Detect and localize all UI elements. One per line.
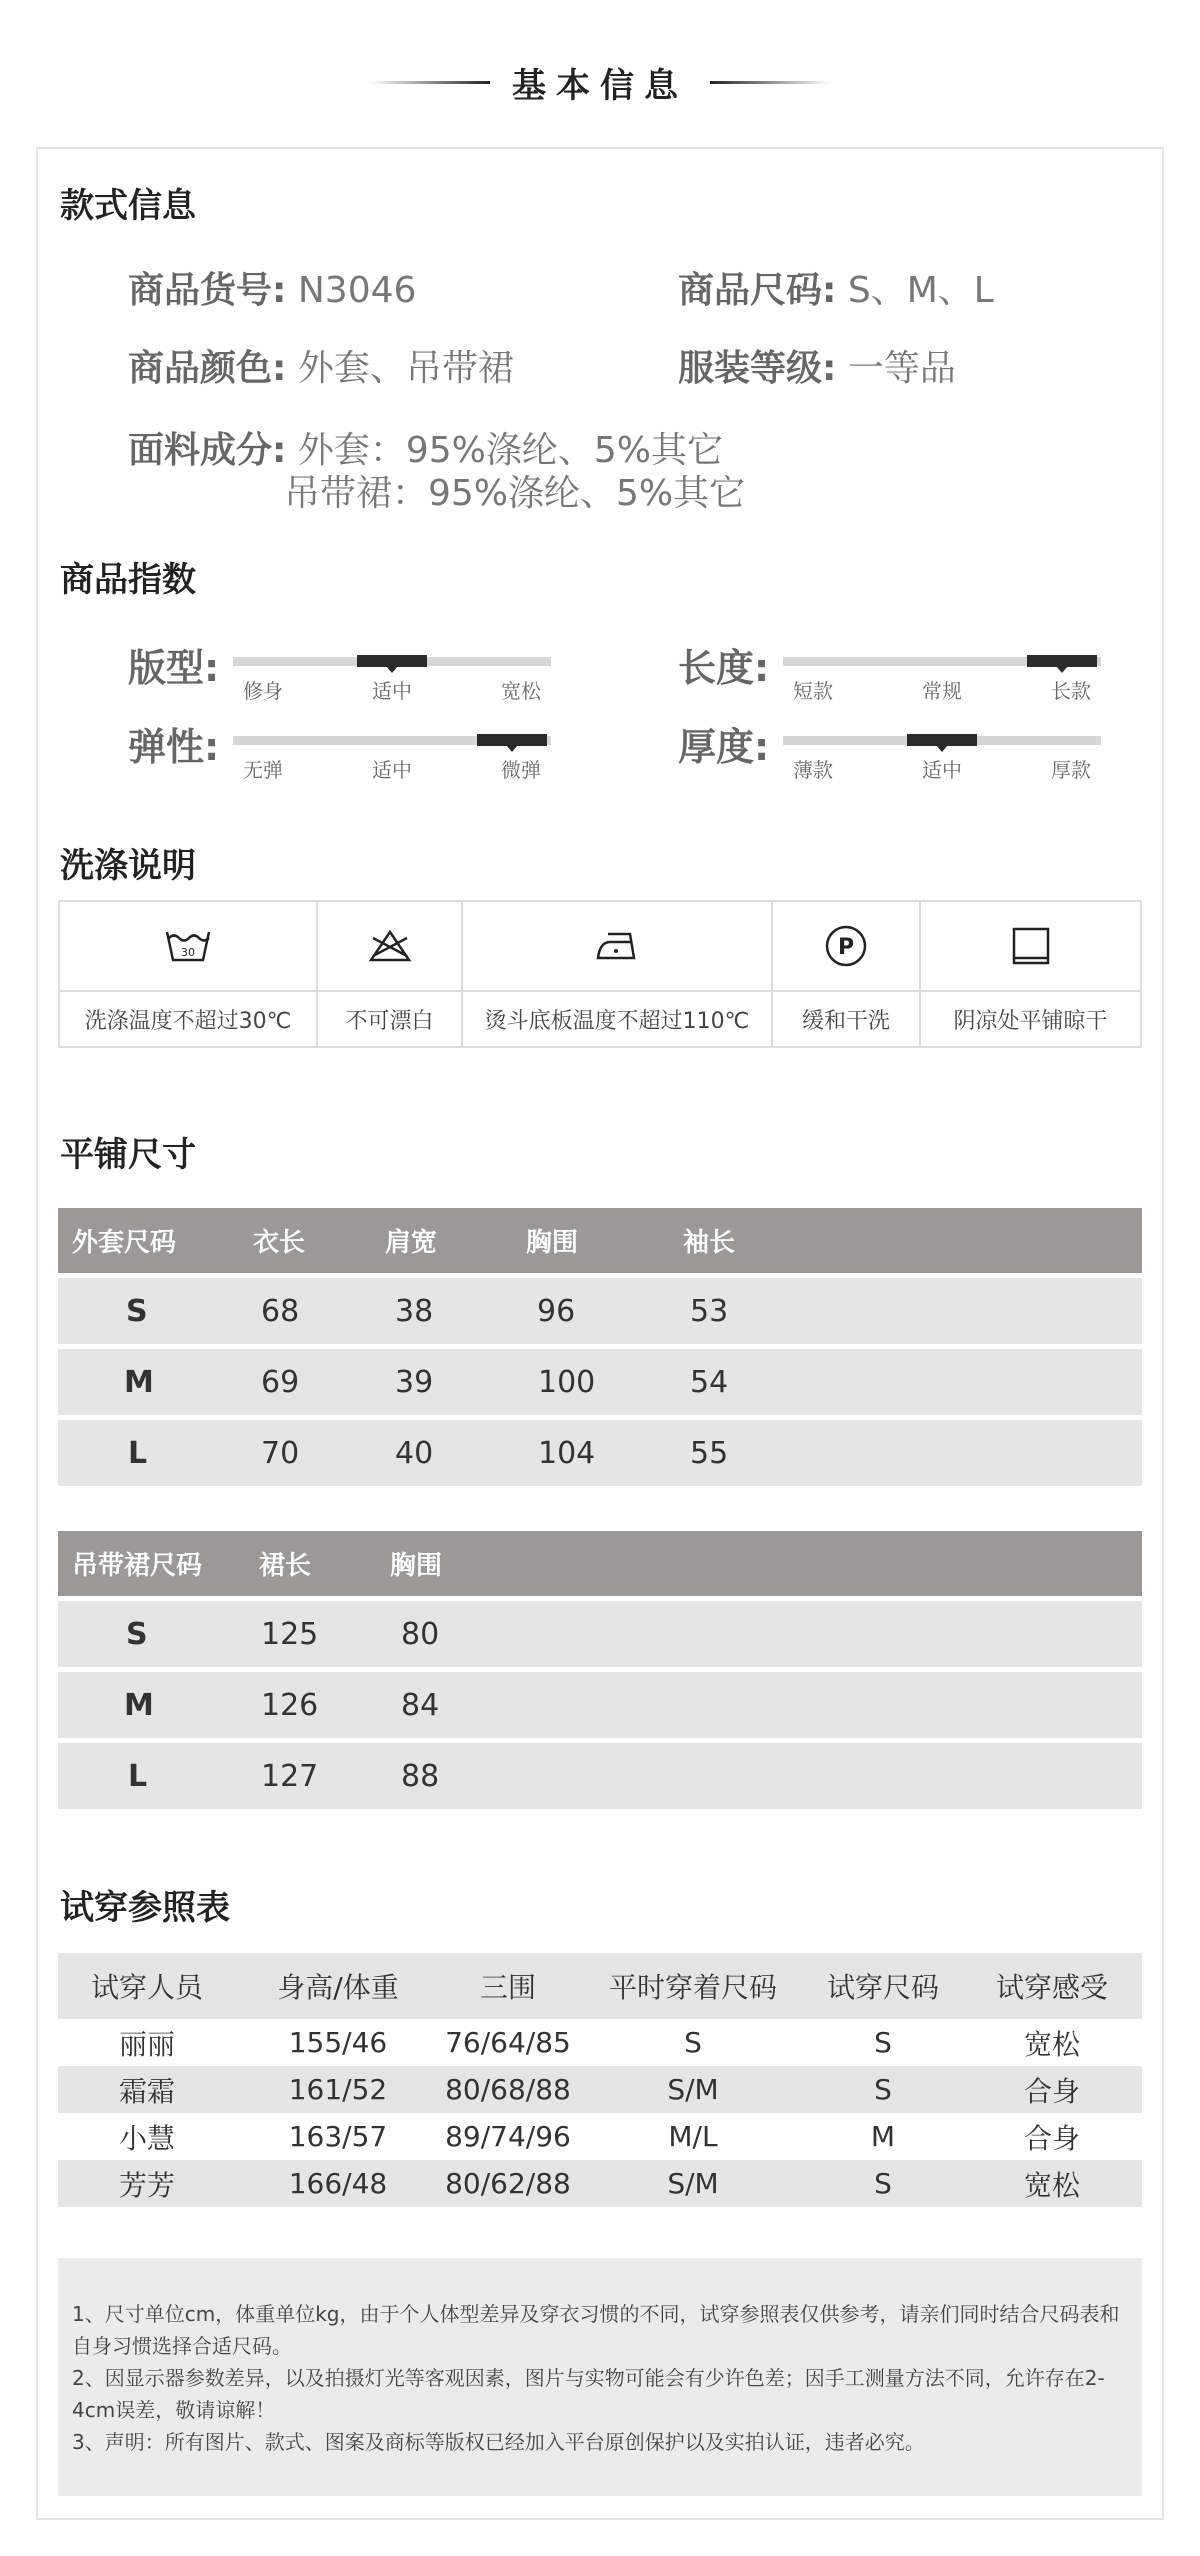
value-cell: 38 [395,1293,434,1329]
cell: 80/62/88 [445,2167,571,2200]
metric-length-marker [1027,655,1097,667]
cell: 小慧 [118,2121,175,2155]
metric-thickness-marker [907,734,977,746]
size-cell: L [128,1758,148,1794]
metric-length [678,637,1198,707]
metric-fit-track [233,657,551,666]
metric-thickness-label: 厚度: [678,725,770,769]
header-cell: 三围 [479,1971,536,2004]
metric-tick: 常规 [922,679,962,703]
svg-text:P: P [837,935,855,960]
cell: 155/46 [288,2026,388,2059]
size-cell: M [124,1364,154,1400]
cell: 161/52 [288,2073,388,2106]
value-cell: 84 [401,1687,440,1723]
value-cell: 53 [690,1293,729,1329]
wash-section-title: 洗涤说明 [60,846,196,886]
title-line-left [370,81,490,84]
page-title [0,52,1200,112]
item-grade [678,340,956,391]
table-row [58,2019,1142,2066]
wash-item [921,902,1140,1046]
wash-item-text: 阴凉处平铺晾干 [953,1008,1108,1034]
metric-fit-label: 版型: [128,646,220,690]
wash-item [773,902,921,1046]
wash-item-text: 不可漂白 [345,1008,434,1034]
metric-tick: 宽松 [501,679,541,703]
flat-dry-shade-icon [921,902,1140,992]
metric-tick: 无弹 [243,758,283,782]
table-row [58,1349,1142,1415]
cell: S/M [667,2073,719,2106]
metric-tick: 长款 [1051,679,1091,703]
metric-fit-marker [357,655,427,667]
try-section-title: 试穿参照表 [60,1888,230,1928]
size-cell: S [126,1293,148,1329]
value-cell: 54 [690,1364,729,1400]
value-cell: 100 [538,1364,596,1400]
metric-tick: 修身 [243,679,283,703]
table-row [58,2066,1142,2113]
note-line: 1、尺寸单位cm，体重单位kg，由于个人体型差异及穿衣习惯的不同，试穿参照表仅供参考，请亲们同时结合尺码表和自身习惯选择合适尺码。 [72,2302,1120,2358]
cell: 合身 [1023,2121,1080,2155]
table-row [58,1420,1142,1486]
header-cell: 胸围 [390,1551,443,1581]
header-cell: 平时穿着尺码 [608,1971,777,2004]
cell: M [870,2120,896,2153]
item-fabric-line1: 外套：95%涤纶、5%其它 [297,430,723,471]
value-cell: 104 [538,1435,596,1471]
value-cell: 39 [395,1364,434,1400]
table-row [58,1672,1142,1738]
try-table-header [58,1953,1142,2019]
item-colors-value: 外套、吊带裙 [297,348,514,389]
value-cell: 126 [261,1687,319,1723]
metric-tick: 微弹 [501,758,541,782]
cell: 宽松 [1023,2027,1080,2061]
item-sizes-value: S、M、L [847,270,994,311]
metric-thickness-track [783,736,1101,745]
cell: 80/68/88 [445,2073,571,2106]
header-cell: 试穿尺码 [826,1971,939,2004]
item-grade-label: 服装等级: [678,348,837,389]
cell: 宽松 [1023,2168,1080,2202]
value-cell: 96 [537,1293,576,1329]
try-on-table [58,1953,1142,2207]
metric-thickness [678,716,1198,786]
metric-tick: 短款 [793,679,833,703]
header-cell: 袖长 [683,1228,736,1258]
style-section-title: 款式信息 [60,186,196,226]
item-fabric-second [284,465,745,516]
metric-fit-ticks [233,675,551,704]
item-fabric-label: 面料成分: [128,430,287,471]
header-cell: 胸围 [526,1228,579,1258]
value-cell: 69 [261,1364,300,1400]
dress-table-header [58,1531,1142,1596]
wash-item-text: 缓和干洗 [801,1008,890,1034]
header-cell: 衣长 [253,1228,306,1258]
item-grade-value: 一等品 [847,348,956,389]
cell: S [874,2073,892,2106]
cell: S/M [667,2167,719,2200]
size-cell: S [126,1616,148,1652]
title-line-right [710,81,830,84]
header-cell: 肩宽 [385,1228,438,1258]
table-row [58,2160,1142,2207]
index-section-title: 商品指数 [60,560,196,600]
flat-section-title: 平铺尺寸 [60,1135,196,1175]
metric-elasticity-ticks [233,754,551,783]
metric-fit [128,637,648,707]
item-number-label: 商品货号: [128,270,287,311]
metric-thickness-ticks [783,754,1101,783]
iron-icon [463,902,771,992]
value-cell: 68 [261,1293,300,1329]
cell: S [874,2167,892,2200]
no-bleach-icon [318,902,461,992]
cell: S [874,2026,892,2059]
wash-item-text: 烫斗底板温度不超过110℃ [484,1008,750,1034]
size-cell: L [128,1435,148,1471]
metric-tick: 适中 [372,758,412,782]
table-row [58,1278,1142,1344]
table-row [58,1743,1142,1809]
metric-tick: 薄款 [793,758,833,782]
item-sizes [678,262,994,313]
wash-item-text: 洗涤温度不超过30℃ [84,1008,292,1034]
cell: 166/48 [288,2167,388,2200]
metric-length-label: 长度: [678,646,770,690]
header-cell: 身高/体重 [277,1971,399,2004]
value-cell: 88 [401,1758,440,1794]
wash-item [318,902,463,1046]
metric-elasticity [128,716,648,786]
wash-item [463,902,773,1046]
cell: 芳芳 [118,2168,175,2202]
coat-table-header [58,1208,1142,1273]
size-cell: M [124,1687,154,1723]
metric-length-ticks [783,675,1101,704]
metric-tick: 适中 [922,758,962,782]
value-cell: 55 [690,1435,729,1471]
cell: 89/74/96 [445,2120,571,2153]
cell: 丽丽 [118,2027,175,2061]
value-cell: 80 [401,1616,440,1652]
item-number [128,262,416,313]
cell: M/L [668,2120,718,2153]
metric-length-track [783,657,1101,666]
cell: 163/57 [288,2120,388,2153]
page-title-text: 基本信息 [512,65,688,106]
metric-elasticity-track [233,736,551,745]
item-sizes-label: 商品尺码: [678,270,837,311]
header-cell: 裙长 [259,1551,312,1581]
metric-elasticity-label: 弹性: [128,725,220,769]
note-line: 3、声明：所有图片、款式、图案及商标等版权已经加入平台原创保护以及实拍认证，违者必究。 [72,2430,925,2454]
item-fabric-line2: 吊带裙：95%涤纶、5%其它 [284,473,746,514]
item-colors [128,340,514,391]
note-line: 2、因显示器参数差异，以及拍摄灯光等客观因素，图片与实物可能会有少许色差；因手工测量方法不同，允许存在2-4cm误差，敬请谅解！ [72,2366,1105,2422]
table-row [58,1601,1142,1667]
item-number-value: N3046 [297,270,417,311]
wash-tub-30-icon [60,902,316,992]
header-cell: 吊带裙尺码 [72,1551,203,1581]
value-cell: 125 [261,1616,319,1652]
wash-care-table [58,900,1142,1048]
wash-item [60,902,318,1046]
cell: 霜霜 [118,2074,175,2108]
cell: 合身 [1023,2074,1080,2108]
dress-size-table [58,1531,1142,1809]
metric-elasticity-marker [477,734,547,746]
notes-box [58,2258,1142,2496]
table-row [58,2113,1142,2160]
metric-tick: 适中 [372,679,412,703]
coat-size-table [58,1208,1142,1486]
value-cell: 40 [395,1435,434,1471]
header-cell: 试穿感受 [995,1971,1108,2004]
header-cell: 外套尺码 [72,1228,177,1258]
dry-clean-p-icon [773,902,919,992]
metric-tick: 厚款 [1051,758,1091,782]
svg-text:30: 30 [181,946,195,959]
cell: 76/64/85 [445,2026,571,2059]
item-colors-label: 商品颜色: [128,348,287,389]
cell: S [684,2026,702,2059]
value-cell: 127 [261,1758,319,1794]
value-cell: 70 [261,1435,300,1471]
header-cell: 试穿人员 [90,1971,203,2004]
